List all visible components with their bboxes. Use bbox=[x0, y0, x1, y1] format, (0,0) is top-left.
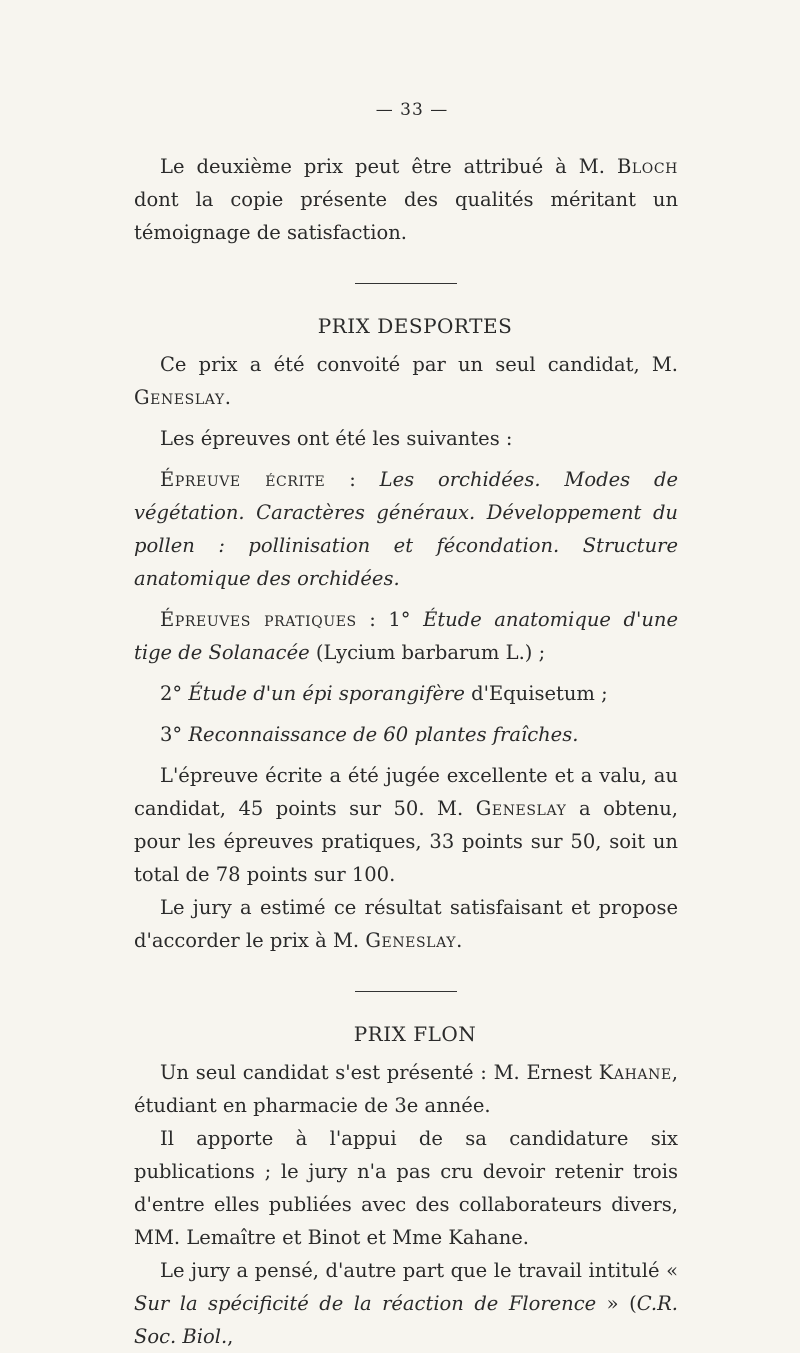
section-heading-desportes: PRIX DESPORTES bbox=[317, 314, 513, 338]
flon-paragraph-2: Il apporte à l'appui de sa candidature six publications ; le jury n'a pas cru devoir retenir trois d'entre elles publiées avec des collaborateurs divers, MM. Lemaître et Binot et Mme Kahane. bbox=[134, 1127, 678, 1249]
name-geneslay: Geneslay bbox=[475, 797, 567, 820]
name-bloch: Bloch bbox=[616, 155, 678, 178]
desportes-practical-3 bbox=[134, 718, 678, 751]
text-run: . bbox=[456, 929, 463, 952]
flon-paragraph-1 bbox=[134, 1056, 678, 1122]
text-run: : 1° bbox=[356, 608, 424, 631]
text-run: Un seul candidat s'est présenté : M. Ernest bbox=[160, 1061, 599, 1084]
text-run: Le jury a estimé ce résultat satisfaisant et propose d'accorder le prix à M. bbox=[134, 896, 678, 952]
flon-paragraph-3 bbox=[134, 1254, 678, 1353]
text-run: dont la copie présente des qualités méritant un témoignage de satisfaction. bbox=[134, 188, 678, 244]
desportes-written-exam bbox=[134, 463, 678, 595]
name-kahane: Kahane bbox=[598, 1061, 672, 1084]
exam-label: Épreuves pratiques bbox=[160, 608, 357, 631]
text-run: : bbox=[325, 468, 380, 491]
desportes-paragraph-2: Les épreuves ont été les suivantes : bbox=[160, 427, 513, 450]
exam-topic: Reconnaissance de 60 plantes fraîches. bbox=[188, 723, 579, 746]
text-run: 3° bbox=[160, 723, 189, 746]
exam-label: Épreuve écrite bbox=[160, 468, 326, 491]
text-run: » ( bbox=[596, 1292, 637, 1315]
text-run: , bbox=[227, 1325, 234, 1348]
text-run: (Lycium barbarum L.) ; bbox=[309, 641, 546, 664]
exam-topic: Étude anatomique d'une tige de Solanacée bbox=[134, 608, 678, 664]
section-heading-flon: PRIX FLON bbox=[353, 1022, 477, 1046]
text-run: Le jury a pensé, d'autre part que le travail intitulé « bbox=[160, 1259, 678, 1282]
intro-paragraph bbox=[134, 150, 678, 249]
name-geneslay: Geneslay bbox=[365, 929, 457, 952]
text-run: . bbox=[224, 386, 231, 409]
text-run: 2° bbox=[160, 682, 189, 705]
publication-title: Sur la spécificité de la réaction de Florence bbox=[134, 1292, 597, 1315]
desportes-practical-2 bbox=[134, 677, 678, 710]
text-run: d'Equisetum ; bbox=[464, 682, 608, 705]
text-run: Le deuxième prix peut être attribué à M. bbox=[160, 155, 617, 178]
desportes-practical-exam bbox=[134, 603, 678, 669]
exam-topic: Étude d'un épi sporangifère bbox=[188, 682, 465, 705]
name-geneslay: Geneslay bbox=[134, 386, 225, 409]
desportes-results bbox=[134, 759, 678, 891]
desportes-verdict bbox=[134, 891, 678, 957]
section-divider bbox=[355, 991, 457, 992]
page-number: — 33 — bbox=[375, 100, 449, 120]
text-run: Ce prix a été convoité par un seul candidat, M. bbox=[160, 353, 678, 376]
section-divider bbox=[355, 283, 457, 284]
text-run: L'épreuve écrite a été jugée excellente et a valu, au candidat, 45 points sur 50. M. bbox=[134, 764, 678, 820]
text-run: , étudiant en pharmacie de 3e année. bbox=[134, 1061, 678, 1117]
text-run: a obtenu, pour les épreuves pratiques, 33 points sur 50, soit un total de 78 points sur 100. bbox=[134, 797, 678, 886]
journal-name: C.R. Soc. Biol. bbox=[134, 1292, 678, 1348]
desportes-paragraph-1 bbox=[134, 348, 678, 414]
exam-topics: Les orchidées. Modes de végétation. Caractères généraux. Développement du pollen : pollinisation et fécondation. Structure anatomique des orchidées. bbox=[134, 468, 678, 590]
